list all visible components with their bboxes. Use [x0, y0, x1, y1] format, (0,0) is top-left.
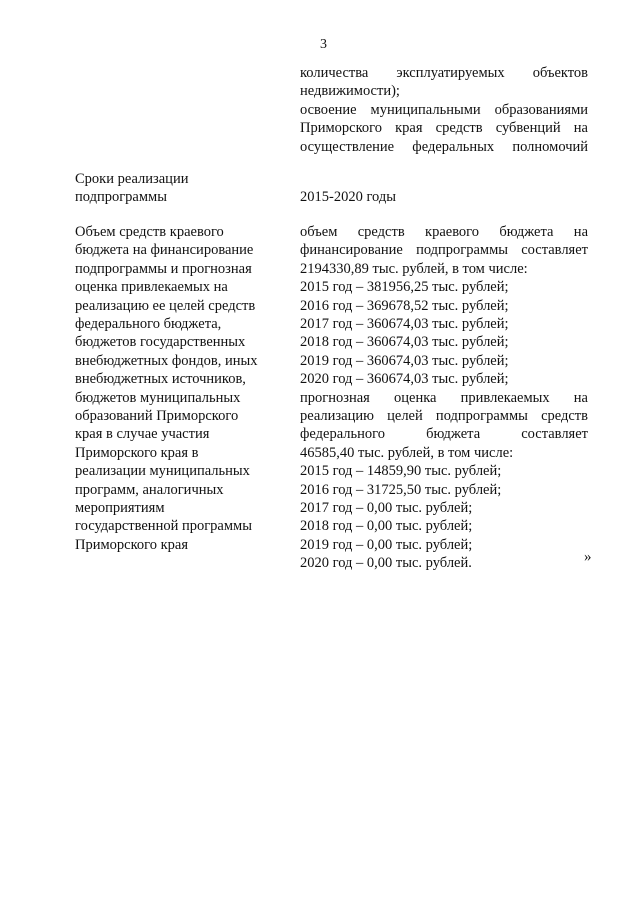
funding-value-line: 2019 год – 360674,03 тыс. рублей; — [300, 352, 509, 369]
funding-value-line: 2018 год – 360674,03 тыс. рублей; — [300, 334, 509, 351]
funding-label-line: Приморского края в — [75, 444, 199, 461]
funding-value-line: 2016 год – 369678,52 тыс. рублей; — [300, 297, 509, 314]
funding-value-line: 2018 год – 0,00 тыс. рублей; — [300, 518, 473, 535]
closing-quote: » — [584, 549, 592, 565]
terms-label-line: Сроки реализации — [75, 171, 189, 187]
funding-value-line: 2194330,89 тыс. рублей, в том числе: — [300, 260, 528, 277]
funding-value-line: реализацию целей подпрограммы средств — [300, 408, 588, 424]
funding-label-line: бюджетов государственных — [75, 334, 246, 351]
funding-value-line: 2017 год – 360674,03 тыс. рублей; — [300, 316, 509, 332]
funding-label-line: реализацию ее целей средств — [75, 297, 256, 314]
funding-label-line: бюджетов муниципальных — [75, 389, 241, 406]
funding-value-line: федерального бюджета составляет — [300, 426, 588, 443]
top-right-line: осуществление федеральных полномочий — [300, 138, 588, 155]
terms-label-line: подпрограммы — [75, 189, 167, 206]
funding-value-line: 2016 год – 31725,50 тыс. рублей; — [300, 481, 502, 498]
top-right-line: освоение муниципальными образованиями — [300, 101, 588, 118]
top-right-line: количества эксплуатируемых объектов — [300, 65, 588, 81]
funding-value-line: финансирование подпрограммы составляет — [300, 242, 588, 259]
funding-value-line: 46585,40 тыс. рублей, в том числе: — [300, 444, 514, 461]
funding-label-line: программ, аналогичных — [75, 481, 224, 498]
funding-label-line: Объем средств краевого — [75, 224, 224, 240]
funding-value-line: 2015 год – 381956,25 тыс. рублей; — [300, 279, 509, 296]
terms-value: 2015-2020 годы — [300, 189, 396, 205]
funding-label-line: реализации муниципальных — [75, 463, 250, 480]
funding-label-line: внебюджетных источников, — [75, 371, 246, 388]
top-right-line: недвижимости); — [300, 83, 400, 100]
funding-label-line: образований Приморского — [75, 408, 239, 424]
funding-value-line: 2015 год – 14859,90 тыс. рублей; — [300, 463, 502, 480]
funding-value-line: объем средств краевого бюджета на — [300, 224, 588, 240]
funding-label-line: бюджета на финансирование — [75, 242, 254, 259]
page-number: 3 — [320, 37, 327, 52]
funding-value-line: 2020 год – 0,00 тыс. рублей. — [300, 555, 472, 572]
funding-label-line: федерального бюджета, — [75, 316, 222, 332]
funding-value-line: 2020 год – 360674,03 тыс. рублей; — [300, 371, 509, 388]
funding-label-line: оценка привлекаемых на — [75, 279, 228, 296]
funding-label-line: края в случае участия — [75, 426, 210, 443]
funding-label-line: государственной программы — [75, 518, 252, 535]
funding-label-line: мероприятиям — [75, 500, 165, 516]
top-right-line: Приморского края средств субвенций на — [300, 120, 588, 137]
funding-value-line: 2019 год – 0,00 тыс. рублей; — [300, 536, 473, 553]
funding-label-line: подпрограммы и прогнозная — [75, 260, 252, 277]
funding-value-line: 2017 год – 0,00 тыс. рублей; — [300, 500, 473, 516]
funding-value-line: прогнозная оценка привлекаемых на — [300, 389, 588, 406]
funding-label-line: Приморского края — [75, 536, 189, 553]
funding-label-line: внебюджетных фондов, иных — [75, 352, 258, 369]
